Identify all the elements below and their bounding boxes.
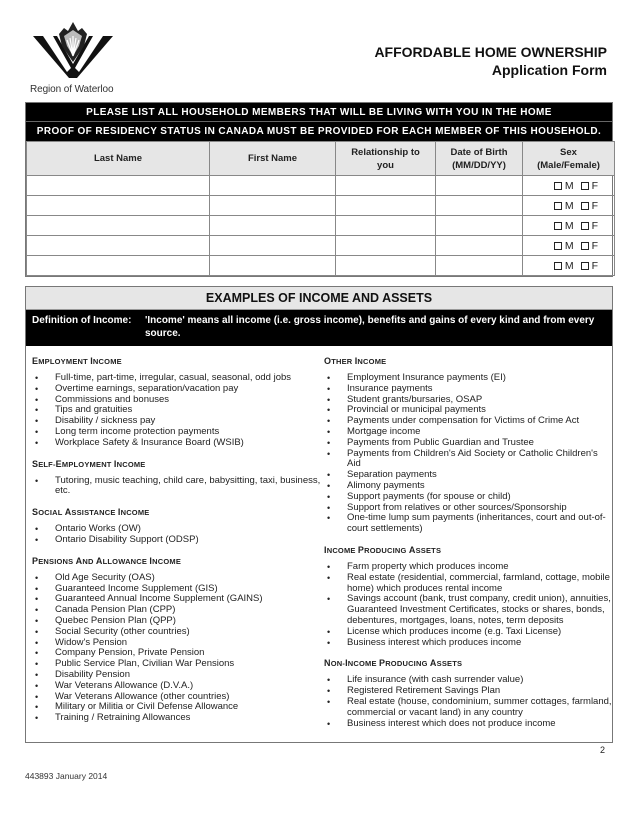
list-item: • Employment Insurance payments (EI) [324, 373, 612, 384]
table-row [27, 196, 615, 216]
list-self-employment-income [32, 476, 322, 498]
list-item: • Registered Retirement Savings Plan [324, 686, 612, 697]
sex-field [523, 196, 615, 216]
column-date-of-birth [436, 142, 523, 176]
relationship-field[interactable] [336, 256, 436, 276]
list-item: • War Veterans Allowance (D.V.A.) [32, 681, 322, 692]
dob-field[interactable] [436, 256, 523, 276]
list-income-producing-assets [324, 562, 612, 648]
list-item: • Alimony payments [324, 481, 612, 492]
section-title-employment-income: EMPLOYMENT INCOME [32, 356, 122, 366]
sex-field [523, 236, 615, 256]
list-item: • Tutoring, music teaching, child care, babysitting, taxi, business, etc. [32, 476, 322, 498]
footer-form-code: 443893 January 2014 [25, 771, 108, 781]
first-name-field[interactable] [210, 176, 336, 196]
section-title-income-producing-assets: INCOME PRODUCING ASSETS [324, 544, 442, 555]
household-banner [26, 103, 612, 141]
table-header-row [27, 142, 615, 176]
list-item: • Guaranteed Income Supplement (GIS) [32, 584, 322, 595]
relationship-field[interactable] [336, 216, 436, 236]
dob-label-1: Date of Birth [450, 146, 508, 158]
document-title [374, 43, 607, 79]
male-checkbox[interactable] [554, 262, 562, 270]
male-label: M [564, 219, 574, 232]
list-item: • Student grants/bursaries, OSAP [324, 395, 612, 406]
list-item: • Insurance payments [324, 384, 612, 395]
female-checkbox[interactable] [581, 242, 589, 250]
male-checkbox[interactable] [554, 182, 562, 190]
dob-field[interactable] [436, 236, 523, 256]
list-item: • Support from relatives or other sources/Sponsorship [324, 503, 612, 514]
sex-field [523, 176, 615, 196]
female-label: F [591, 179, 598, 192]
sex-field [523, 256, 615, 276]
sex-label-2: (Male/Female) [537, 159, 600, 171]
list-item: • Overtime earnings, separation/vacation pay [32, 384, 322, 395]
list-item: • Canada Pension Plan (CPP) [32, 605, 322, 616]
male-checkbox[interactable] [554, 202, 562, 210]
female-checkbox[interactable] [581, 202, 589, 210]
male-label: M [564, 259, 574, 272]
list-item: • Commissions and bonuses [32, 395, 322, 406]
relationship-field[interactable] [336, 176, 436, 196]
female-label: F [591, 219, 598, 232]
income-assets-section [25, 286, 613, 743]
list-item: • Real estate (residential, commercial, farmland, cottage, mobile home) which produces rental income [324, 573, 612, 595]
list-employment-income [32, 373, 322, 449]
list-item: • Old Age Security (OAS) [32, 573, 322, 584]
female-label: F [591, 239, 598, 252]
list-item: • Widow's Pension [32, 638, 322, 649]
list-item: • Guaranteed Annual Income Supplement (GAINS) [32, 594, 322, 605]
list-item: • Provincial or municipal payments [324, 405, 612, 416]
list-item: • Mortgage income [324, 427, 612, 438]
last-name-field[interactable] [27, 196, 210, 216]
table-row [27, 256, 615, 276]
female-checkbox[interactable] [581, 182, 589, 190]
list-item: • Ontario Disability Support (ODSP) [32, 535, 322, 546]
column-first-name: First Name [210, 142, 336, 176]
household-members-table [26, 141, 615, 276]
logo-text: Region of Waterloo [30, 84, 114, 95]
list-item: • Tips and gratuities [32, 405, 322, 416]
list-item: • Training / Retraining Allowances [32, 713, 322, 724]
dob-field[interactable] [436, 216, 523, 236]
waterloo-trillium-icon [31, 20, 115, 80]
income-heading: EXAMPLES OF INCOME AND ASSETS [26, 287, 612, 310]
list-other-income [324, 373, 612, 535]
household-members-section [25, 102, 613, 277]
last-name-field[interactable] [27, 176, 210, 196]
section-title-pensions-and-allowance-income: PENSIONS AND ALLOWANCE INCOME [32, 555, 182, 566]
list-item: • Life insurance (with cash surrender value) [324, 675, 612, 686]
female-checkbox[interactable] [581, 262, 589, 270]
section-title-non-income-producing-assets: NON-INCOME PRODUCING ASSETS [324, 658, 463, 669]
first-name-field[interactable] [210, 236, 336, 256]
list-item: • Real estate (house, condominium, summer cottages, farmland, commercial or vacant land) in any country [324, 697, 612, 719]
relationship-label-1: Relationship to [351, 146, 420, 158]
male-label: M [564, 179, 574, 192]
first-name-field[interactable] [210, 256, 336, 276]
list-item: • Full-time, part-time, irregular, casual, seasonal, odd jobs [32, 373, 322, 384]
table-row [27, 236, 615, 256]
list-item: • Support payments (for spouse or child) [324, 492, 612, 503]
male-checkbox[interactable] [554, 242, 562, 250]
sex-field [523, 216, 615, 236]
sex-label-1: Sex [560, 146, 577, 158]
section-title-social-assistance-income: SOCIAL ASSISTANCE INCOME [32, 507, 150, 518]
list-item: • Long term income protection payments [32, 427, 322, 438]
list-social-assistance-income [32, 524, 322, 546]
column-last-name: Last Name [27, 142, 210, 176]
female-label: F [591, 199, 598, 212]
relationship-label-2: you [377, 159, 394, 171]
male-label: M [564, 199, 574, 212]
list-item: • Business interest which produces income [324, 638, 612, 649]
relationship-field[interactable] [336, 196, 436, 216]
last-name-field[interactable] [27, 216, 210, 236]
list-item: • Social Security (other countries) [32, 627, 322, 638]
list-item: • Payments from Public Guardian and Trustee [324, 438, 612, 449]
male-checkbox[interactable] [554, 222, 562, 230]
female-checkbox[interactable] [581, 222, 589, 230]
last-name-field[interactable] [27, 236, 210, 256]
list-item: • Disability / sickness pay [32, 416, 322, 427]
table-row [27, 176, 615, 196]
definition-text: 'Income' means all income (i.e. gross income), benefits and gains of every kind and from every source. [145, 315, 595, 339]
section-title-other-income: OTHER INCOME [324, 356, 387, 366]
region-of-waterloo-logo [28, 20, 118, 95]
income-columns [26, 346, 612, 729]
list-item: • Public Service Plan, Civilian War Pensions [32, 659, 322, 670]
column-sex [523, 142, 615, 176]
page-number: 2 [600, 745, 606, 755]
income-left-column [32, 346, 322, 729]
list-item: • Military or Militia or Civil Defense Allowance [32, 702, 322, 713]
title-line-1: AFFORDABLE HOME OWNERSHIP [374, 44, 607, 60]
list-item: • Savings account (bank, trust company, credit union), annuities, Guaranteed Investment Certificates, stocks or shares, bonds, debentures, mortgages, loans, notes, term deposits [324, 594, 612, 626]
list-item: • License which produces income (e.g. Taxi License) [324, 627, 612, 638]
relationship-field[interactable] [336, 236, 436, 256]
title-line-2: Application Form [491, 62, 607, 78]
first-name-field[interactable] [210, 196, 336, 216]
list-non-income-producing-assets [324, 675, 612, 729]
list-item: • Quebec Pension Plan (QPP) [32, 616, 322, 627]
list-pensions-and-allowance-income [32, 573, 322, 724]
list-item: • Ontario Works (OW) [32, 524, 322, 535]
banner-line-2: PROOF OF RESIDENCY STATUS IN CANADA MUST BE PROVIDED FOR EACH MEMBER OF THIS HOUSEHOLD. [36, 126, 602, 137]
list-item: • Company Pension, Private Pension [32, 648, 322, 659]
list-item: • War Veterans Allowance (other countries) [32, 692, 322, 703]
list-item: • Separation payments [324, 470, 612, 481]
income-definition [26, 310, 612, 346]
last-name-field[interactable] [27, 256, 210, 276]
definition-label: Definition of Income: [32, 315, 132, 326]
income-right-column [322, 346, 612, 729]
column-relationship [336, 142, 436, 176]
list-item: • Workplace Safety & Insurance Board (WSIB) [32, 438, 322, 449]
list-item: • Payments from Children's Aid Society or Catholic Children's Aid [324, 449, 612, 471]
list-item: • One-time lump sum payments (inheritances, court and out-of-court settlements) [324, 513, 612, 535]
list-item: • Disability Pension [32, 670, 322, 681]
list-item: • Business interest which does not produce income [324, 719, 612, 730]
list-item: • Farm property which produces income [324, 562, 612, 573]
banner-line-1: PLEASE LIST ALL HOUSEHOLD MEMBERS THAT WILL BE LIVING WITH YOU IN THE HOME [26, 103, 612, 122]
first-name-field[interactable] [210, 216, 336, 236]
list-item: • Payments under compensation for Victims of Crime Act [324, 416, 612, 427]
dob-field[interactable] [436, 196, 523, 216]
table-row [27, 216, 615, 236]
dob-label-2: (MM/DD/YY) [452, 159, 506, 171]
dob-field[interactable] [436, 176, 523, 196]
section-title-self-employment-income: SELF-EMPLOYMENT INCOME [32, 458, 146, 469]
female-label: F [591, 259, 598, 272]
male-label: M [564, 239, 574, 252]
